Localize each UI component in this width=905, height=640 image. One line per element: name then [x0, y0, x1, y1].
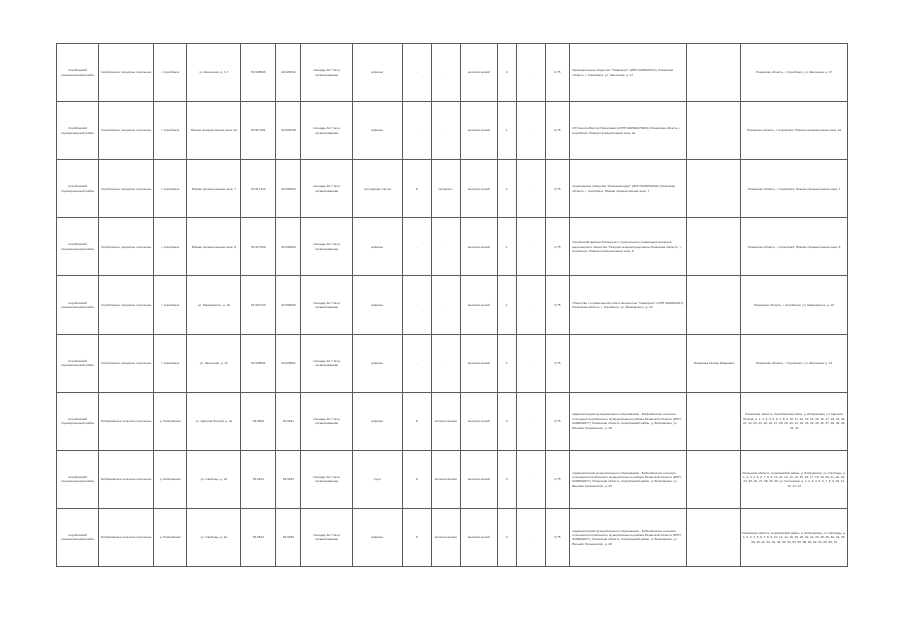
settlement-cell: Коробинское городское поселение: [99, 276, 154, 334]
container-count-cell: 1: [497, 334, 516, 392]
site-info-cell: площадь 32.7 кв.м; организованная: [301, 508, 353, 566]
surface-cell: асфальт: [353, 508, 403, 566]
fence-material-cell: -: [431, 218, 460, 276]
owner-cell: Администрация муниципального образования - Бобровинское сельское поселение Коробинского муниципального района Рязанской области (ИНН 6208002677), Рязанская область, Коробинский район, д. Бобровинки, ул. Вишнёв Лупыкинских, д. 49: [570, 392, 687, 450]
latitude-cell: 53.938641: [241, 334, 276, 392]
table-row: [57, 102, 848, 160]
settlement-cell: Бобровинское сельское поселение: [99, 508, 154, 566]
longitude-cell: 40.006248: [276, 102, 301, 160]
owner-person-cell: [687, 102, 741, 160]
longitude-cell: 40.026591: [276, 334, 301, 392]
owner-person-cell: Романова Галина Ивановна: [687, 334, 741, 392]
site-info-cell: площадь 32.7 кв.м; организованная: [301, 334, 353, 392]
district-cell: Коробинский муниципальный район: [57, 160, 99, 218]
surface-cell: грунт: [353, 450, 403, 508]
street-cell: ул. Свободы, д. 4а: [187, 508, 241, 566]
column-13-cell: -: [516, 450, 545, 508]
source-addresses-cell: Рязанская область, г. Коробинск, ул. Маяковского, д. 16: [741, 276, 848, 334]
district-cell: Коробинский муниципальный район: [57, 334, 99, 392]
container-volume-cell: 0,75: [545, 392, 570, 450]
column-13-cell: -: [516, 334, 545, 392]
container-volume-cell: 0,75: [545, 218, 570, 276]
locality-cell: д. Бобровинки: [154, 508, 187, 566]
settlement-cell: Бобровинское сельское поселение: [99, 392, 154, 450]
fence-material-cell: -: [431, 276, 460, 334]
settlement-cell: Коробинское городское поселение: [99, 334, 154, 392]
surface-cell: асфальт: [353, 334, 403, 392]
column-13-cell: -: [516, 160, 545, 218]
column-9-cell: -: [402, 276, 431, 334]
source-addresses-cell: Рязанская область, г. Коробинск, Южная промышленная зона, 8: [741, 218, 848, 276]
site-info-cell: площадь 32.7 кв.м; организованная: [301, 450, 353, 508]
street-cell: ул. Школьная, д. 1.7: [187, 44, 241, 102]
district-cell: Коробинский муниципальный район: [57, 508, 99, 566]
surface-cell: асфальт: [353, 276, 403, 334]
owner-cell: Скопинский филиал Рязанского строительного управления филиала акционерного общества "Газпром газораспределение Рязанская область", г. Коробинск, Южная промышленная зона, 8: [570, 218, 687, 276]
registry-rows: [57, 44, 848, 567]
longitude-cell: 40.008365: [276, 160, 301, 218]
longitude-cell: 40.026542: [276, 44, 301, 102]
container-count-cell: 3: [497, 392, 516, 450]
column-13-cell: -: [516, 276, 545, 334]
street-cell: Южная промышленная зона, 2а: [187, 102, 241, 160]
locality-cell: г. Коробинск: [154, 218, 187, 276]
locality-cell: г. Коробинск: [154, 102, 187, 160]
district-cell: Коробинский муниципальный район: [57, 392, 99, 450]
container-volume-cell: 0,75: [545, 508, 570, 566]
column-13-cell: -: [516, 392, 545, 450]
owner-person-cell: [687, 450, 741, 508]
table-row: [57, 392, 848, 450]
column-13-cell: -: [516, 102, 545, 160]
fence-material-cell: профлист: [431, 160, 460, 218]
table-row: [57, 334, 848, 392]
container-type-cell: металлический: [460, 276, 497, 334]
longitude-cell: 40.008060: [276, 276, 301, 334]
source-addresses-cell: Рязанская область, г. Коробинск, ул. Школьная, д. 17: [741, 44, 848, 102]
site-info-cell: площадь 32.7 кв.м; организованная: [301, 218, 353, 276]
registry-table: [56, 43, 848, 567]
container-type-cell: металлический: [460, 450, 497, 508]
container-count-cell: 1: [497, 102, 516, 160]
container-type-cell: металлический: [460, 334, 497, 392]
street-cell: ул. Школьная, д. 12: [187, 334, 241, 392]
source-addresses-cell: Рязанская область, Коробинский район, д. Бобровинки, ул. Свободы, д. 1, 2, 3, 4, 5, 6, 7, 8, 9, 10, 12, 14, 16, 18, 20, 22, 24, 26, 28, 30, 32, 34, 36, 38, 40, 42, 44, 46, 48, 50, 52, 54, 56, 58, 60, 62, 64, 66, 68, 70: [741, 508, 848, 566]
owner-person-cell: [687, 508, 741, 566]
latitude-cell: 53.9622: [241, 508, 276, 566]
district-cell: Коробинский муниципальный район: [57, 276, 99, 334]
district-cell: Коробинский муниципальный район: [57, 218, 99, 276]
owner-person-cell: [687, 218, 741, 276]
site-info-cell: площадь 32.7 кв.м; организованная: [301, 102, 353, 160]
district-cell: Коробинский муниципальный район: [57, 102, 99, 160]
surface-cell: асфальт: [353, 392, 403, 450]
column-9-cell: -: [402, 218, 431, 276]
column-13-cell: -: [516, 508, 545, 566]
surface-cell: асфальт: [353, 102, 403, 160]
source-addresses-cell: Рязанская область, Коробинский район, д. Бобровинки, ул. Цветков Лесной, д. 1, 2, 3, 4, 5, 6, 7, 8, 9, 10, 11, 12, 13, 14, 15, 16, 17, 18, 19, 20, 21, 22, 23, 24, 25, 26, 27, 28, 29, 30, 31, 32, 33, 34, 35, 36, 37, 38, 39, 40, 41, 42: [741, 392, 848, 450]
owner-person-cell: [687, 160, 741, 218]
container-type-cell: металлический: [460, 508, 497, 566]
source-addresses-cell: Рязанская область, г. Коробинск, Южная промышленная зона, 2а: [741, 102, 848, 160]
latitude-cell: 53.9641: [241, 450, 276, 508]
container-type-cell: металлический: [460, 102, 497, 160]
site-info-cell: площадь 32.7 кв.м; организованная: [301, 160, 353, 218]
owner-person-cell: [687, 392, 741, 450]
latitude-cell: 53.917059: [241, 218, 276, 276]
column-9-cell: -: [402, 334, 431, 392]
column-9-cell: 8: [402, 508, 431, 566]
longitude-cell: 39.9483: [276, 450, 301, 508]
fence-material-cell: -: [431, 334, 460, 392]
street-cell: ул. Маяковского, д. 16: [187, 276, 241, 334]
container-type-cell: металлический: [460, 44, 497, 102]
container-count-cell: 2: [497, 44, 516, 102]
locality-cell: г. Коробинск: [154, 160, 187, 218]
container-count-cell: 1: [497, 160, 516, 218]
table-row: [57, 160, 848, 218]
settlement-cell: Бобровинское сельское поселение: [99, 450, 154, 508]
table-row: [57, 508, 848, 566]
settlement-cell: Коробинское городское поселение: [99, 102, 154, 160]
street-cell: ул. Свободы, д. 24: [187, 450, 241, 508]
source-addresses-cell: Рязанская область, г. Коробинск, ул. Школьная, д. 12: [741, 334, 848, 392]
settlement-cell: Коробинское городское поселение: [99, 160, 154, 218]
table-row: [57, 44, 848, 102]
locality-cell: д. Бобровинки: [154, 392, 187, 450]
settlement-cell: Коробинское городское поселение: [99, 218, 154, 276]
surface-cell: асфальт: [353, 218, 403, 276]
street-cell: ул. Цветков Лесной, д. 4а: [187, 392, 241, 450]
fence-material-cell: -: [431, 44, 460, 102]
table-row: [57, 218, 848, 276]
latitude-cell: 53.917412: [241, 160, 276, 218]
owner-cell: Муниципальное общество "Универсал" (ИНН 2208823447), Рязанская область, г. Коробинск, ул. Школьная, д. 17: [570, 44, 687, 102]
locality-cell: д. Бобровинки: [154, 450, 187, 508]
owner-cell: Акционерное общество "Рязаньавтодор" (ИНН 6229050440), Рязанская область, г. Коробинск, Южная промышленная зона, 7: [570, 160, 687, 218]
column-13-cell: -: [516, 44, 545, 102]
locality-cell: г. Коробинск: [154, 334, 187, 392]
latitude-cell: 53.934723: [241, 276, 276, 334]
latitude-cell: 53.917281: [241, 102, 276, 160]
district-cell: Коробинский муниципальный район: [57, 44, 99, 102]
column-9-cell: 8: [402, 392, 431, 450]
container-count-cell: 3: [497, 508, 516, 566]
fence-material-cell: металлическая: [431, 392, 460, 450]
street-cell: Южная промышленная зона, 8: [187, 218, 241, 276]
owner-cell: ИП Сметин Виктор Николаевич (ИНН 620500276084), Рязанская область, г. Коробинск, Южная промышленная зона, 2а: [570, 102, 687, 160]
owner-person-cell: [687, 44, 741, 102]
fence-material-cell: металлическая: [431, 450, 460, 508]
site-info-cell: площадь 32.7 кв.м; организованная: [301, 44, 353, 102]
longitude-cell: 40.008209: [276, 218, 301, 276]
container-volume-cell: 0,75: [545, 334, 570, 392]
owner-cell: Администрация муниципального образования - Бобровинское сельское поселение Коробинского муниципального района Рязанской области (ИНН 6208002677), Рязанская область, Коробинский район, д. Бобровинки, ул. Вишнёв Лупыкинских, д. 49: [570, 450, 687, 508]
container-count-cell: 1: [497, 218, 516, 276]
longitude-cell: 39.9491: [276, 392, 301, 450]
source-addresses-cell: Рязанская область, Коробинский район, д. Бобровинки, ул. Свободы, д. 1, 2, 3, 4, 5, 6, 7, 8, 9, 10, 11, 12, 13, 14, 15, 16, 17, 18, 19, 20, 21, 22, 23, 24, 25, 26, 27, 28, 29, 30, ул. Колхозная, д. 1, 2, 3, 4, 5, 6, 7, 8, 9, 10, 11, 12, 13, 14: [741, 450, 848, 508]
owner-cell: [570, 334, 687, 392]
container-volume-cell: 0,75: [545, 44, 570, 102]
district-cell: Коробинский муниципальный район: [57, 450, 99, 508]
owner-cell: Администрация муниципального образования - Бобровинское сельское поселение Коробинского муниципального района Рязанской области (ИНН 6208002677), Рязанская область, Коробинский район, д. Бобровинки, ул. Вишнёв Лупыкинских, д. 49: [570, 508, 687, 566]
container-type-cell: металлический: [460, 160, 497, 218]
settlement-cell: Коробинское городское поселение: [99, 44, 154, 102]
table-row: [57, 450, 848, 508]
column-9-cell: -: [402, 102, 431, 160]
street-cell: Южная промышленная зона, 7: [187, 160, 241, 218]
owner-cell: Общество с ограниченной ответственностью "Универсал" (ИНН 6208002917), Рязанская область, г. Коробинск, ул. Маяковского, д. 16: [570, 276, 687, 334]
table-row: [57, 276, 848, 334]
column-9-cell: -: [402, 44, 431, 102]
column-9-cell: 8: [402, 160, 431, 218]
container-volume-cell: 0,75: [545, 450, 570, 508]
locality-cell: г. Коробинск: [154, 276, 187, 334]
owner-person-cell: [687, 276, 741, 334]
fence-material-cell: металлическая: [431, 508, 460, 566]
site-info-cell: площадь 32.7 кв.м; организованная: [301, 392, 353, 450]
container-type-cell: металлический: [460, 392, 497, 450]
latitude-cell: 53.938546: [241, 44, 276, 102]
container-volume-cell: 0,75: [545, 102, 570, 160]
site-info-cell: площадь 32.7 кв.м; организованная: [301, 276, 353, 334]
surface-cell: асфальт: [353, 44, 403, 102]
fence-material-cell: -: [431, 102, 460, 160]
column-13-cell: -: [516, 218, 545, 276]
container-type-cell: металлический: [460, 218, 497, 276]
longitude-cell: 39.9495: [276, 508, 301, 566]
locality-cell: г. Коробинск: [154, 44, 187, 102]
column-9-cell: 8: [402, 450, 431, 508]
source-addresses-cell: Рязанская область, г. Коробинск, Южная промышленная зона, 7: [741, 160, 848, 218]
container-count-cell: 1: [497, 276, 516, 334]
container-volume-cell: 0,75: [545, 276, 570, 334]
latitude-cell: 53.9659: [241, 392, 276, 450]
container-count-cell: 3: [497, 450, 516, 508]
surface-cell: тротуарная плитка: [353, 160, 403, 218]
container-volume-cell: 0,75: [545, 160, 570, 218]
